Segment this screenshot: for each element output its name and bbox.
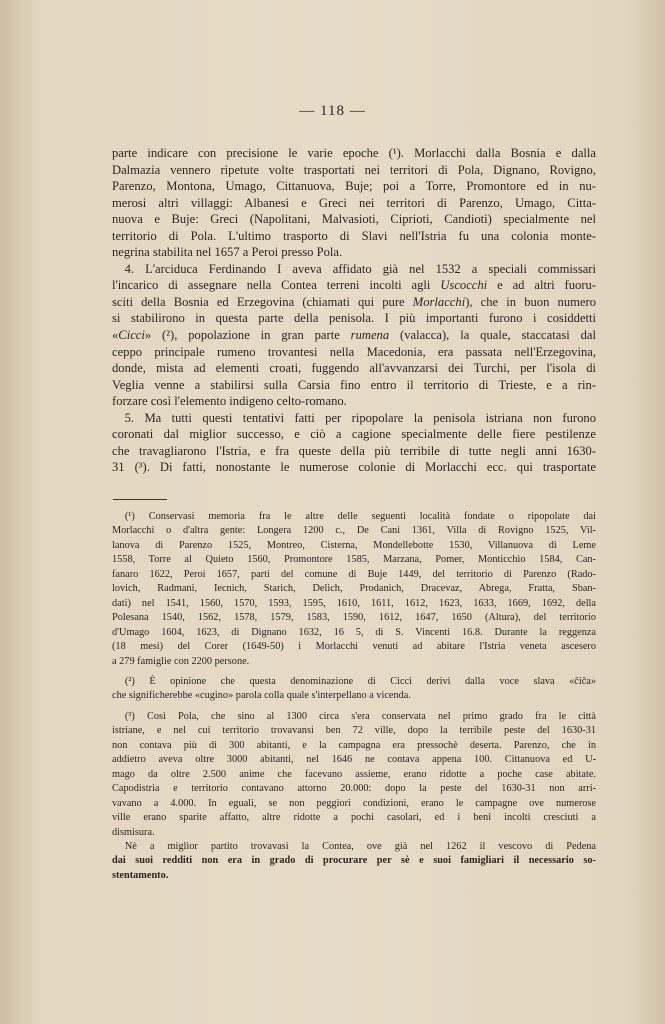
text-line: che travagliarono l'Istria, e fra queste della più terribile di tutte negli anni 1630-	[112, 443, 596, 458]
text-line	[112, 327, 596, 344]
text-run: » (²), popolazione in gran parte	[144, 328, 351, 343]
footnote-line: fanaro 1622, Peroi 1657, parti del comune di Buje 1449, del territorio di Parenzo (Rado-	[112, 568, 596, 580]
italic-term-morlacchi: Morlacchi	[412, 294, 466, 309]
text-line: territorio di Pola. L'ultimo trasporto di Slavi nell'Istria fu una colonia monte-	[112, 228, 596, 243]
footnote-line: dismisura.	[112, 826, 155, 838]
text-line: parte indicare con precisione le varie epoche (¹). Morlacchi dalla Bosnia e dalla	[112, 146, 596, 160]
main-text	[112, 145, 596, 476]
footnote-line: (18 mesi) del Corer (1649-50) i Morlacchi venuti ad abitare l'Istria veneta ascesero	[112, 641, 596, 653]
text-line: si stabilirono in questa parte della penisola. I più importanti furono i cosiddetti	[112, 311, 596, 326]
footnote-line: 1558, Torre al Quieto 1560, Promontore 1585, Marzana, Pomer, Monticchio 1584, Can-	[112, 554, 596, 566]
text-line: 4. L'arciduca Ferdinando I aveva affidato già nel 1532 a speciali commissari	[124, 261, 596, 276]
footnotes	[112, 510, 596, 883]
footnote-line: (³) Così Pola, che sino al 1300 circa s'era conservata nel primo grado fra le città	[124, 710, 596, 722]
text-line: Dalmazia vennero ripetute volte trasportati nei territori di Pola, Dignano, Rovigno,	[112, 162, 596, 177]
text-line: merosi altri villaggi: Albanesi e Greci nei territori di Parenzo, Umago, Citta-	[112, 195, 596, 210]
footnote-line: Morlacchi o d'altra gente: Longera 1200 c., De Cani 1361, Villa di Rovigno 1525, Vil-	[112, 525, 596, 537]
italic-term-rumena: rumena	[350, 328, 390, 343]
text-line: ceppo principale rumeno trovantesi nella Macedonia, era passata nell'Erzegovina,	[112, 344, 596, 359]
footnote-rule	[113, 499, 167, 500]
footnote-line: mago da oltre 2.500 anime che facevano assieme, erano ridotte a poche case abitate.	[112, 768, 596, 780]
footnote-line: dai suoi redditi non era in grado di procurare per sè e suoi famigliari il necessario so-	[112, 855, 596, 867]
footnote-line: Capodistria e territorio contavano attorno 20.000: dopo la peste del 1630-31 non arri-	[112, 783, 596, 795]
text-line: Veglia venne a stabilirsi sulla Carsia fino entro il territorio di Trieste, e a rin-	[112, 377, 596, 392]
footnote-line: non contava più di 300 abitanti, e la campagna era pressochè deserta. Parenzo, che in	[112, 739, 596, 751]
text-line: negrina stabilita nel 1657 a Peroi presso Pola.	[112, 245, 343, 260]
italic-term-uscocchi: Uscocchi	[440, 278, 488, 293]
page-number: — 118 —	[299, 103, 366, 119]
text-line	[112, 277, 596, 294]
footnote-line: Polesana 1540, 1562, 1578, 1579, 1583, 1590, 1612, 1647, 1650 (Altura), del territorio	[112, 612, 596, 624]
text-line: coronati dal miglior successo, e ciò a cagione specialmente delle fiere pestilenze	[112, 427, 596, 442]
footnote-line: lanova di Parenzo 1525, Montreo, Cisterna, Mondellebotte 1530, Villanuova di Leme	[112, 539, 596, 551]
footnote-line: addietro aveva oltre 3000 abitanti, nel 1646 ne contava appena 100. Cittanuova ed U-	[112, 754, 596, 766]
footnote-line: dati) nel 1541, 1560, 1570, 1593, 1595, 1610, 1611, 1612, 1623, 1633, 1669, 1692, della	[112, 597, 596, 609]
footnote-line: lovich, Radmani, Iecnich, Starich, Delich, Prodanich, Dracevaz, Abrega, Fratta, Sban-	[112, 583, 596, 595]
footnote-line: vavano a 4.000. In eguali, se non peggiori condizioni, erano le campagne ove numerose	[112, 797, 596, 809]
footnote-line: stentamento.	[112, 869, 169, 881]
text-line: nuova e Buje: Greci (Napolitani, Malvasioti, Ciprioti, Candioti) specialmente nel	[112, 212, 596, 227]
text-run: (valacca), la quale, staccatasi dal	[389, 328, 596, 343]
text-line: 31 (³). Di fatti, nonostante le numerose colonie di Morlacchi ecc. qui trasportate	[112, 460, 596, 475]
footnote-line: che significherebbe «cugino» parola colla quale s'interpellano a vicenda.	[112, 690, 411, 702]
footnote-line: Nè a miglior partito trovavasi la Contea, ove già nel 1262 il vescovo di Pedena	[124, 840, 596, 852]
footnote-line: (¹) Conservasi memoria fra le altre delle seguenti località fondate o ripopolate dai	[124, 511, 596, 522]
footnote-line: istriane, e nel cui territorio trovavansi ben 72 ville, dopo la terribile peste del 1630-31	[112, 725, 596, 737]
footnote-line: a 279 famiglie con 2200 persone.	[112, 655, 250, 667]
text-line: 5. Ma tutti questi tentativi fatti per ripopolare la penisola istriana non furono	[124, 410, 596, 425]
text-line	[112, 294, 596, 311]
text-run: «	[112, 328, 119, 343]
text-run: ), che in buon numero	[465, 294, 596, 309]
text-line: Parenzo, Montona, Umago, Cittanuova, Buje; poi a Torre, Promontore ed in nu-	[112, 179, 596, 194]
footnote-line: d'Umago 1604, 1623, di Dignano 1632, 16 5, di S. Vincenti 16.8. Durante la reggenza	[112, 626, 596, 638]
text-run: e ad altri fuoru-	[487, 278, 597, 293]
text-run: l'incarico di assegnare nella Contea terreni incolti agli	[112, 278, 441, 293]
footnote-line: ville erano sparite affatto, altre ridotte a pochi casolari, ed i beni incolti cresciuti a	[112, 812, 596, 824]
text-run: sciti della Bosnia ed Erzegovina (chiamati qui pure	[112, 294, 413, 309]
text-line: forzare così l'elemento indigeno celto-romano.	[112, 394, 347, 409]
italic-term-cicci: Cicci	[118, 328, 145, 343]
footnote-line: (²) È opinione che questa denominazione di Cicci derivi dalla voce slava «čiča»	[124, 675, 596, 687]
text-line: donde, mista ad elementi croati, fuggendo all'avvanzarsi dei Turchi, per l'isola di	[112, 361, 596, 376]
